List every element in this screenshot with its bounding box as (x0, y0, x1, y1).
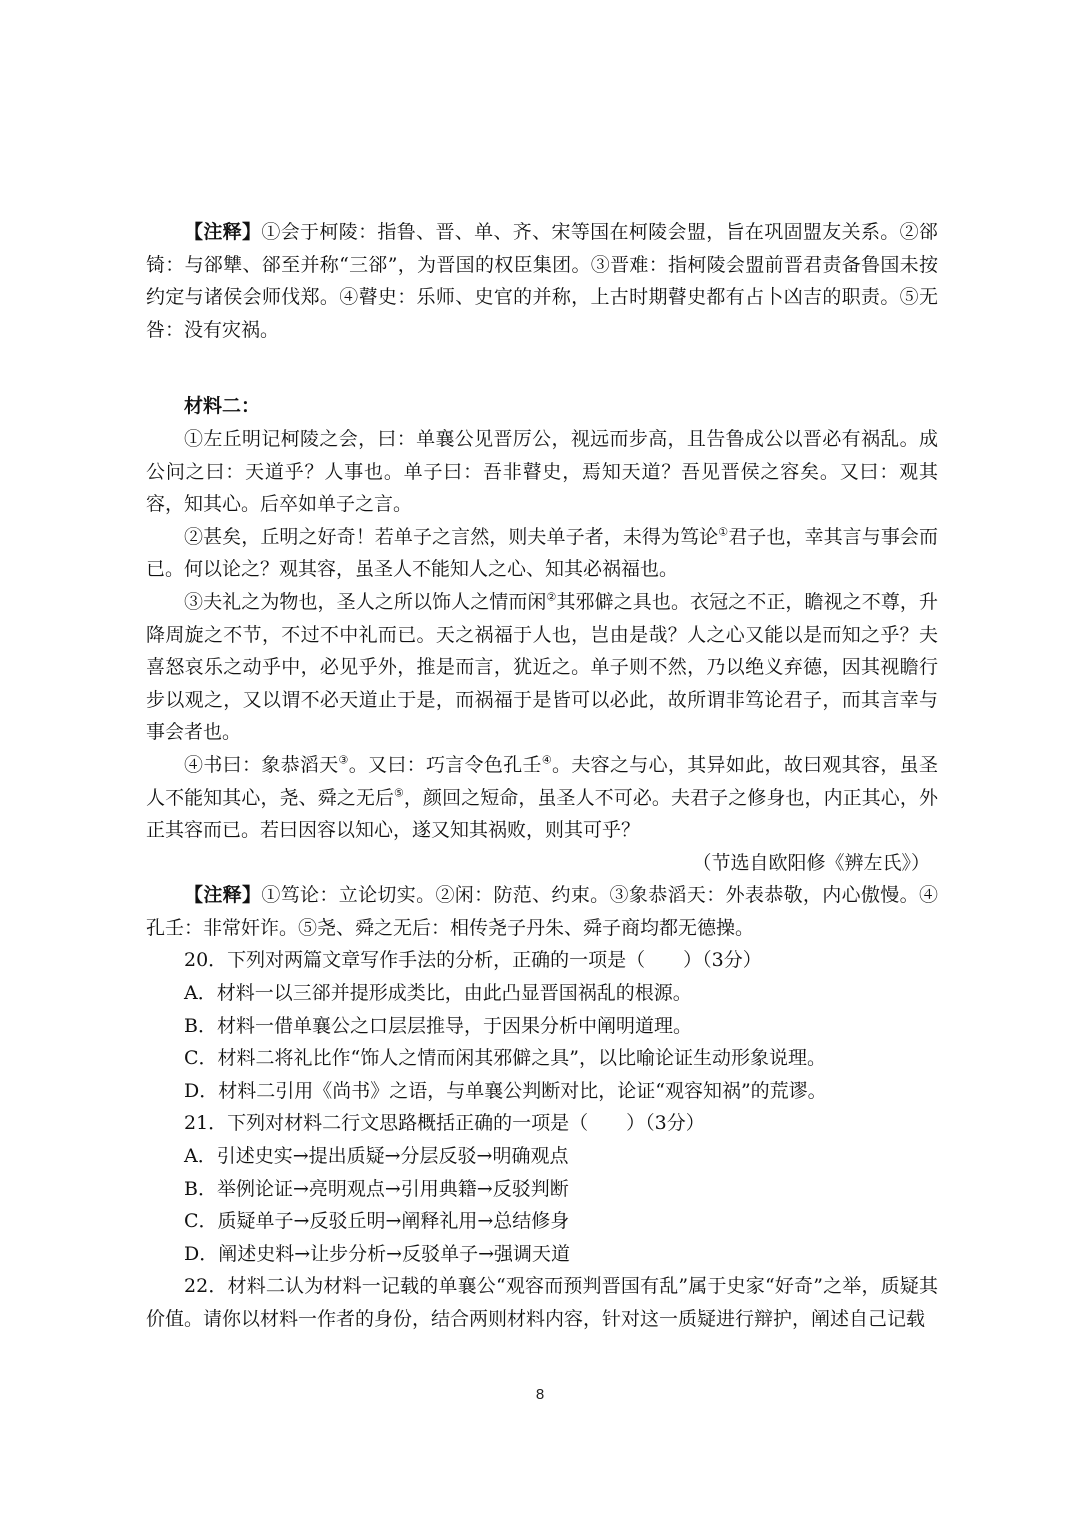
question-21-option-b: B．举例论证→亮明观点→引用典籍→反驳判断 (184, 1177, 569, 1200)
paragraph-text: ③夫礼之为物也，圣人之所以饰人之情而闲 (184, 590, 547, 613)
paragraph-text: 。夫容之与心，其异如此，故曰观其容，虽圣人不能知其心，尧、舜之无后 (146, 753, 938, 809)
footnote-marker: ④ (541, 753, 553, 767)
footnote-marker: ⑤ (393, 786, 404, 800)
paragraph-text: 君子也，幸其言与事会而已。何以论之？观其容，虽圣人不能知人之心、知其必祸福也。 (146, 525, 938, 581)
page-content (146, 216, 938, 1336)
notes-material-2 (146, 879, 938, 944)
spacer (146, 346, 938, 390)
notes-text: ①会于柯陵：指鲁、晋、单、齐、宋等国在柯陵会盟，旨在巩固盟友关系。②郤锜：与郤犨、郤至并称“三郤”，为晋国的权臣集团。③晋难：指柯陵会盟前晋君责备鲁国未按约定与诸侯会师伐郑。④瞽史：乐师、史官的并称，上古时期瞽史都有占卜凶吉的职责。⑤无咎：没有灾祸。 (146, 221, 938, 341)
footnote-marker: ③ (338, 753, 349, 767)
question-22-stem: 22．材料二认为材料一记载的单襄公“观容而预判晋国有乱”属于史家“好奇”之举，质疑其价值。请你以材料一作者的身份，结合两则材料内容，针对这一质疑进行辩护，阐述自己记载 (146, 1275, 938, 1330)
notes-label: 【注释】 (184, 221, 262, 243)
question-20-option-b: B．材料一借单襄公之口层层推导，于因果分析中阐明道理。 (184, 1014, 692, 1037)
source-citation: （节选自欧阳修《辨左氏》） (692, 851, 930, 874)
paragraph-text: 其邪僻之具也。衣冠之不正，瞻视之不尊，升降周旋之不节，不过不中礼而已。天之祸福于人也，岂由是哉？人之心又能以是而知之乎？夫喜怒哀乐之动乎中，必见乎外，推是而言，犹近之。单子则不然，乃以绝义弃德，因其视瞻行步以观之，又以谓不必天道止于是，而祸福于是皆可以必此，故所谓非笃论君子，而其言幸与事会者也。 (146, 590, 938, 744)
page-number: 8 (535, 1386, 545, 1403)
paragraph-text: ④书曰：象恭滔天 (184, 753, 339, 776)
notes-text: ①笃论：立论切实。②闲：防范、约束。③象恭滔天：外表恭敬，内心傲慢。④孔壬：非常奸诈。⑤尧、舜之无后：相传尧子丹朱、舜子商均都无德操。 (146, 884, 938, 939)
question-20-option-c: C．材料二将礼比作“饰人之情而闲其邪僻之具”，以比喻论证生动形象说理。 (184, 1047, 826, 1070)
question-20-stem: 20．下列对两篇文章写作手法的分析，正确的一项是（ ）（3分） (184, 949, 762, 972)
question-21-option-a: A．引述史实→提出质疑→分层反驳→明确观点 (184, 1145, 569, 1168)
paragraph-text: ②甚矣，丘明之好奇！若单子之言然，则夫单子者，未得为笃论 (184, 525, 719, 548)
footnote-marker: ① (718, 525, 729, 539)
question-20-option-a: A．材料一以三郤并提形成类比，由此凸显晋国祸乱的根源。 (184, 982, 692, 1005)
paragraph-text: ①左丘明记柯陵之会，曰：单襄公见晋厉公，视远而步高，且告鲁成公以晋必有祸乱。成公问之曰：天道乎？人事也。单子曰：吾非瞽史，焉知天道？吾见晋侯之容矣。又曰：观其容，知其心。后卒如单子之言。 (146, 427, 938, 516)
material-2-heading: 材料二： (184, 395, 261, 418)
material-2-paragraph-3 (146, 586, 938, 749)
paragraph-text: ，颜回之短命，虽圣人不可必。夫君子之修身也，内正其心，外正其容而已。若曰因容以知心，遂又知其祸败，则其可乎？ (146, 786, 938, 842)
notes-material-1 (146, 216, 938, 346)
question-21-option-c: C．质疑单子→反驳丘明→阐释礼用→总结修身 (184, 1210, 570, 1233)
question-21-option-d: D．阐述史料→让步分析→反驳单子→强调天道 (184, 1242, 570, 1265)
notes-label: 【注释】 (184, 884, 262, 907)
paragraph-text: 。又曰：巧言令色孔壬 (348, 753, 542, 776)
material-2-paragraph-2 (146, 521, 938, 586)
material-2-paragraph-4 (146, 749, 938, 847)
material-2-paragraph-1 (146, 423, 938, 521)
footnote-marker: ② (546, 590, 557, 604)
question-21-stem: 21．下列对材料二行文思路概括正确的一项是（ ）（3分） (184, 1112, 705, 1135)
question-20-option-d: D．材料二引用《尚书》之语，与单襄公判断对比，论证“观容知祸”的荒谬。 (184, 1079, 827, 1102)
